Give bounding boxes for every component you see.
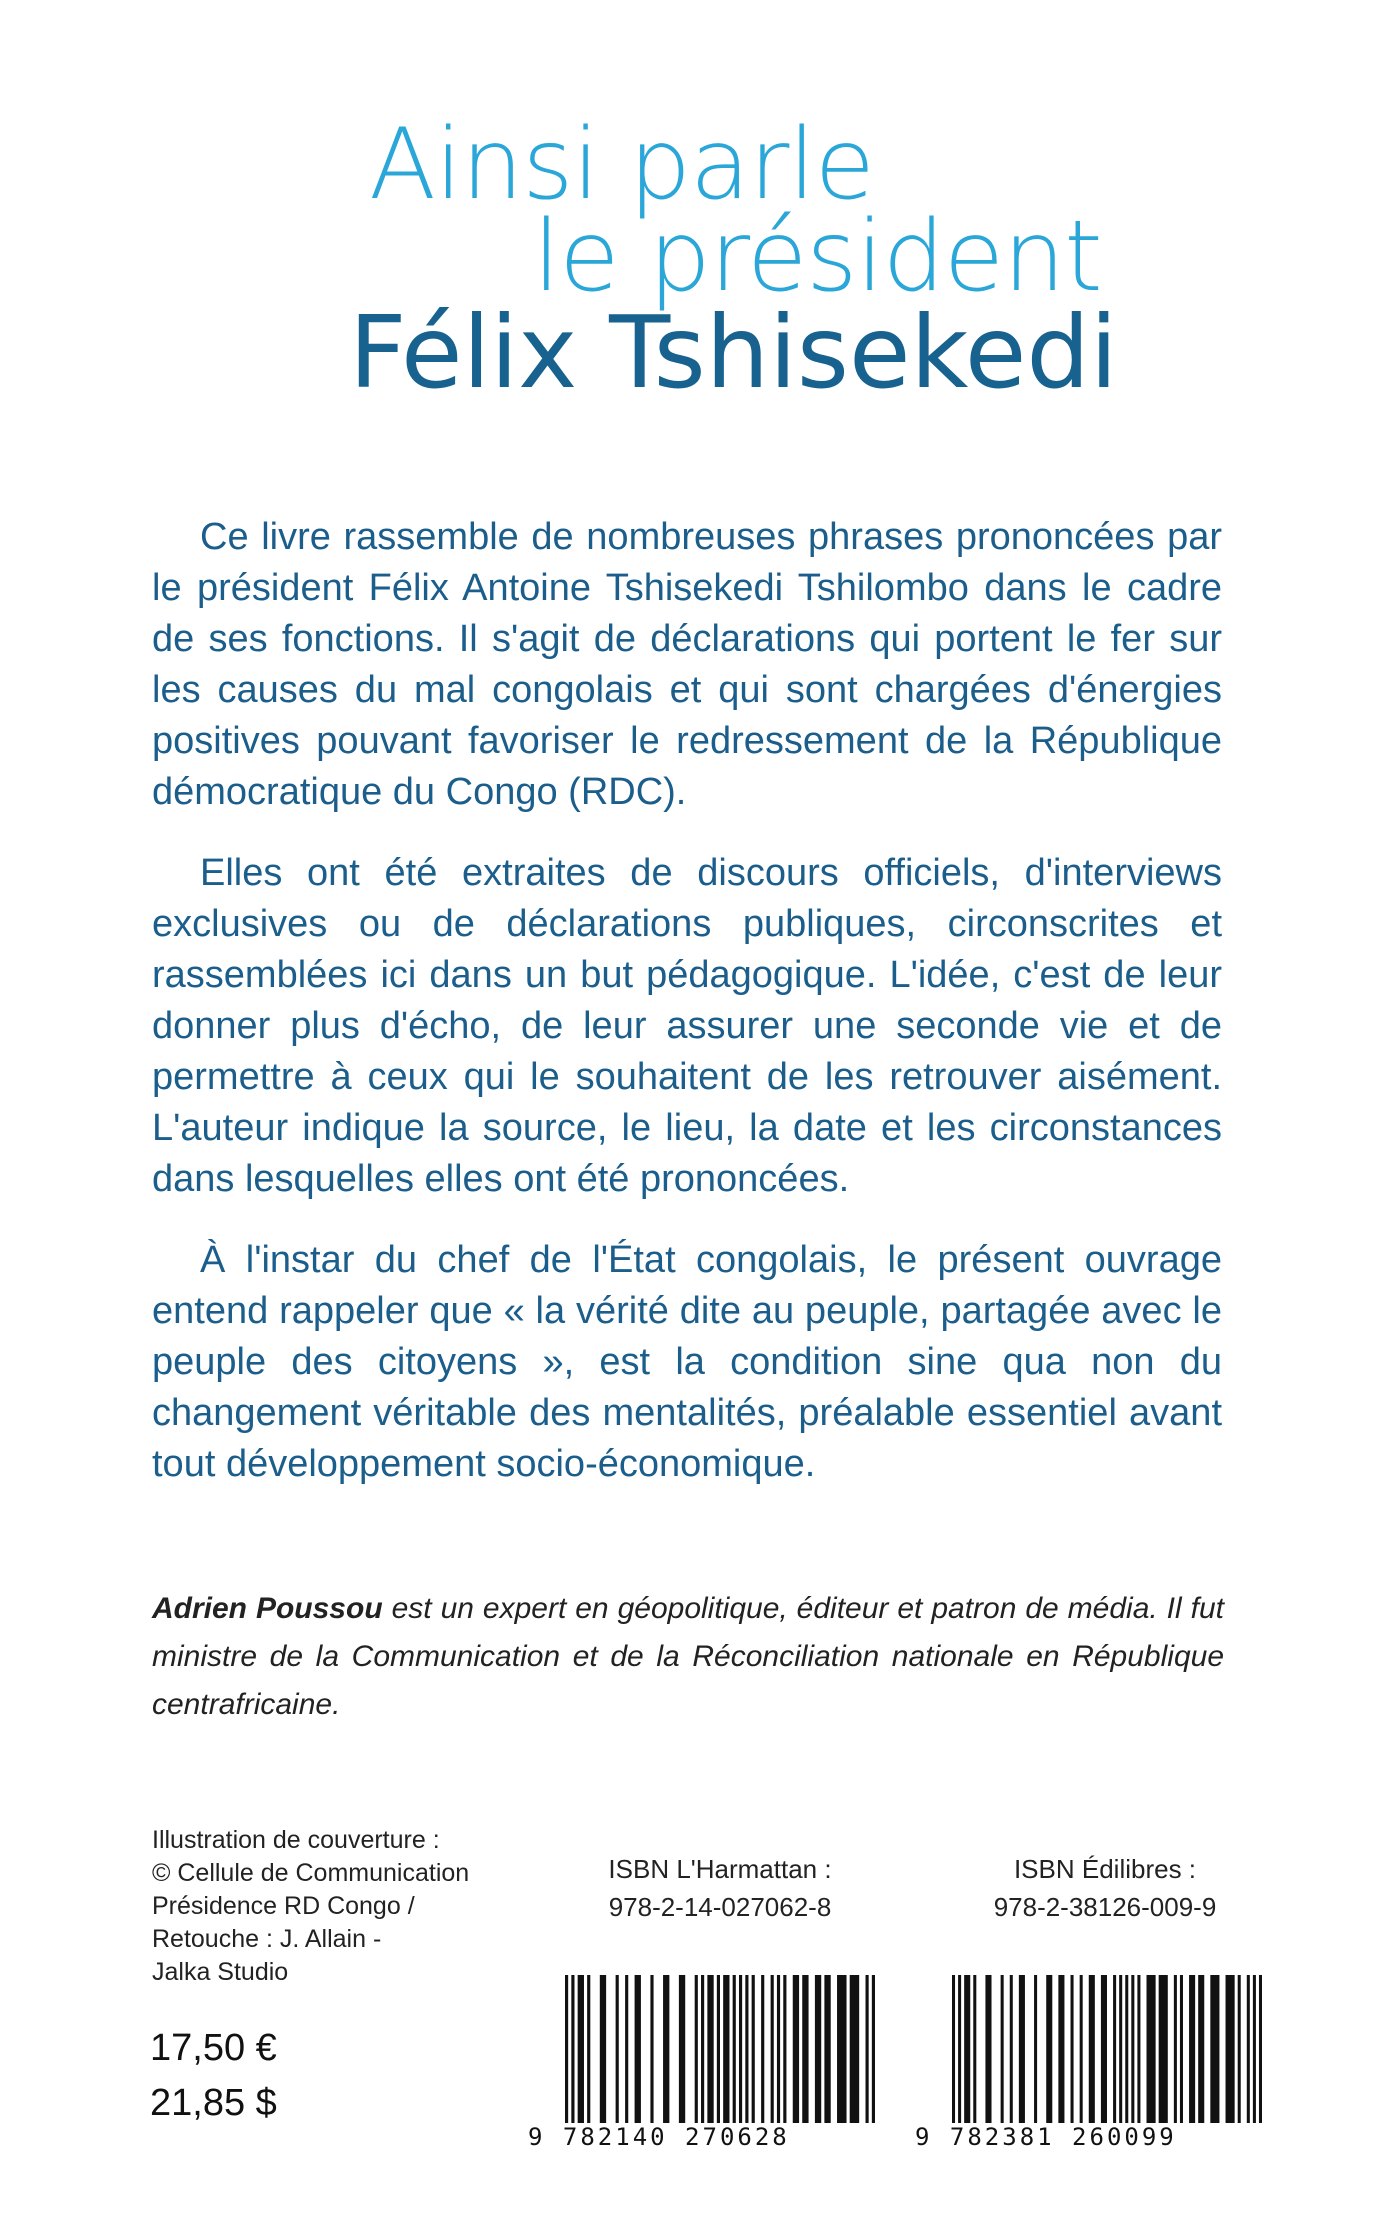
barcode-bar [824, 1975, 830, 2123]
barcode-bar [625, 1975, 628, 2123]
barcode-bar [958, 1975, 961, 2123]
barcode-bar [1180, 1975, 1183, 2123]
barcode-bar [707, 1975, 713, 2123]
title-line-2: le président [533, 200, 1102, 314]
barcode-bar [815, 1975, 821, 2123]
barcode-bar [985, 1975, 991, 2123]
barcode-bar [1210, 1975, 1219, 2123]
author-name: Adrien Poussou [152, 1592, 383, 1625]
barcode-bar [1125, 1975, 1128, 2123]
barcode-bar [663, 1975, 669, 2123]
credit-line: Illustration de couverture : [152, 1826, 440, 1854]
barcode-bar [578, 1975, 584, 2123]
barcode-bar [850, 1975, 859, 2123]
barcode-bar [571, 1975, 574, 2123]
blurb-paragraph-2: Elles ont été extraites de discours officiels, d'interviews exclusives ou de déclarations publiques, circonscrites et rassemblées ici dans un but pédagogique. L'idée, c'est de leur donner plus d'écho, de leur assurer une seconde vie et de permettre à ceux qui le souhaitent de les retrouver aisément. L'auteur indique la source, le lieu, la date et les circonstances dans lesquelles elles ont été prononcées. [152, 852, 1222, 1200]
barcode-bar [771, 1975, 774, 2123]
author-bio-text: est un expert en géopolitique, éditeur et patron de média. Il fut ministre de la Communication et de la Réconciliation nationale en République centrafricaine. [152, 1592, 1224, 1721]
barcode-bar [973, 1975, 976, 2123]
barcode-bar [745, 1975, 748, 2123]
barcode-bar [701, 1975, 704, 2123]
barcode-bar [565, 1975, 568, 2123]
barcode-bar [1137, 1975, 1140, 2123]
barcode-bar [752, 1975, 755, 2123]
cover-credits [152, 1824, 512, 1989]
barcode-bar [1034, 1975, 1037, 2123]
barcode-bar [679, 1975, 685, 2123]
barcode-bar [717, 1975, 720, 2123]
barcode-bar [723, 1975, 729, 2123]
barcode-bar [1089, 1975, 1095, 2123]
barcode-bar [1131, 1975, 1134, 2123]
barcode-bar [1259, 1975, 1262, 2123]
barcode-bar [1147, 1975, 1156, 2123]
barcode-bar [1198, 1975, 1204, 2123]
barcode-bar [695, 1975, 698, 2123]
barcode-bar [616, 1975, 619, 2123]
barcode-bar [1189, 1975, 1195, 2123]
barcode-bar [1101, 1975, 1107, 2123]
isbn-edilibres-label: ISBN Édilibres : [1013, 1854, 1197, 1884]
title-line-1: Ainsi parle [369, 108, 874, 222]
price-eur: 17,50 € [150, 2027, 277, 2069]
isbn-harmattan-number: 978-2-14-027062-8 [608, 1892, 832, 1922]
barcode-bar [1247, 1975, 1250, 2123]
barcode-harmattan-digits: 9 782140 270628 [528, 2123, 790, 2151]
barcode-bar [872, 1975, 875, 2123]
price-usd: 21,85 $ [150, 2082, 277, 2124]
barcode-harmattan [565, 1975, 875, 2123]
barcode-bar [600, 1975, 606, 2123]
barcode-bar [587, 1975, 590, 2123]
blurb-paragraph-1: Ce livre rassemble de nombreuses phrases prononcées par le président Félix Antoine Tshisekedi Tshilombo dans le cadre de ses fonctions. Il s'agit de déclarations qui portent le fer sur les causes du mal congolais et qui sont chargées d'énergies positives pouvant favoriser le redressement de la République démocratique du Congo (RDC). [152, 516, 1222, 813]
barcode-bar [1253, 1975, 1256, 2123]
barcode-bar [635, 1975, 641, 2123]
blurb [152, 512, 1222, 1520]
barcode-bar [1001, 1975, 1004, 2123]
isbn-harmattan [560, 1850, 880, 1926]
barcode-bar [650, 1975, 653, 2123]
barcode-bar [1058, 1975, 1064, 2123]
barcode-bar [1174, 1975, 1177, 2123]
credit-line: © Cellule de Communication [152, 1859, 470, 1887]
barcode-bar [866, 1975, 869, 2123]
author-bio [152, 1585, 1224, 1729]
barcode-bar [837, 1975, 846, 2123]
barcode-bar [1046, 1975, 1052, 2123]
barcode-bar [964, 1975, 970, 2123]
barcode-edilibres-bars [952, 1975, 1262, 2123]
barcode-bar [761, 1975, 764, 2123]
blurb-paragraph-3: À l'instar du chef de l'État congolais, le présent ouvrage entend rappeler que « la vérité dite au peuple, partagée avec le peuple des citoyens », est la condition sine qua non du changement véritable des mentalités, préalable essentiel avant tout développement socio-économique. [152, 1239, 1222, 1485]
barcode-bar [1159, 1975, 1168, 2123]
barcode-bar [802, 1975, 808, 2123]
barcode-bar [783, 1975, 786, 2123]
credit-line: Jalka Studio [152, 1958, 289, 1986]
barcode-bar [1119, 1975, 1122, 2123]
credit-line: Présidence RD Congo / [152, 1892, 415, 1920]
barcode-bar [733, 1975, 736, 2123]
barcode-bar [1113, 1975, 1116, 2123]
barcode-bar [1238, 1975, 1241, 2123]
barcode-bar [1226, 1975, 1235, 2123]
barcode-bar [739, 1975, 742, 2123]
barcode-bar [777, 1975, 780, 2123]
barcode-bar [793, 1975, 799, 2123]
barcode-bar [1019, 1975, 1025, 2123]
isbn-edilibres [940, 1850, 1270, 1926]
barcode-bar [1071, 1975, 1074, 2123]
isbn-harmattan-label: ISBN L'Harmattan : [608, 1854, 832, 1884]
barcode-harmattan-bars [565, 1975, 875, 2123]
barcode-bar [1010, 1975, 1013, 2123]
barcode-edilibres [952, 1975, 1262, 2123]
credit-line: Retouche : J. Allain - [152, 1925, 382, 1953]
title-line-3: Félix Tshisekedi [349, 294, 1118, 411]
barcode-bar [1080, 1975, 1083, 2123]
barcode-bar [952, 1975, 955, 2123]
barcode-edilibres-digits: 9 782381 260099 [915, 2123, 1177, 2151]
isbn-edilibres-number: 978-2-38126-009-9 [993, 1892, 1217, 1922]
